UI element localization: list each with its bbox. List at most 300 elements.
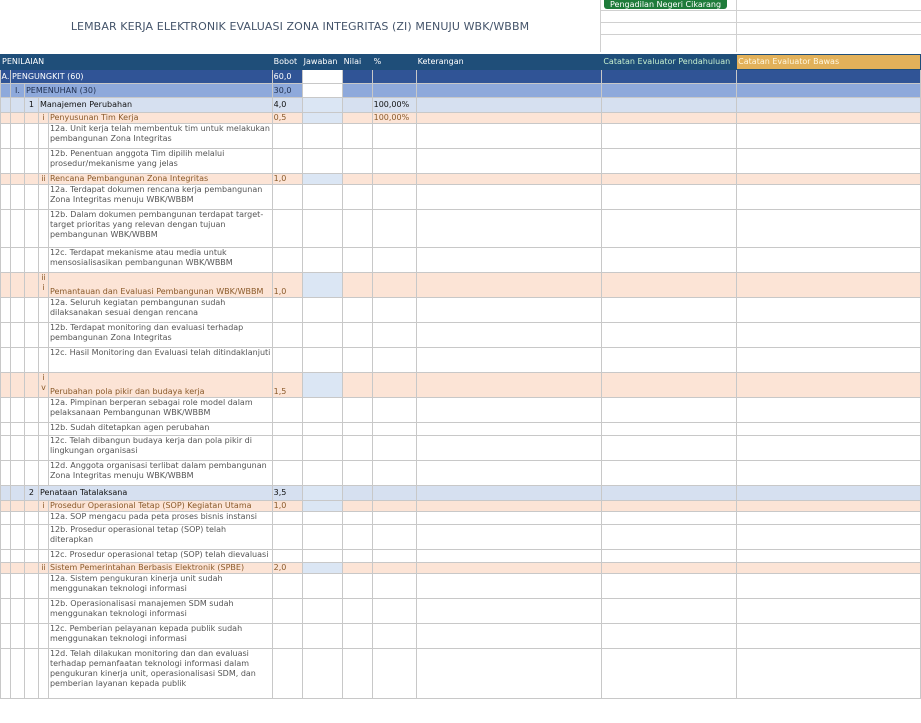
nilai-cell[interactable] [342, 574, 372, 599]
keterangan-cell[interactable] [416, 461, 602, 486]
catatan-bawas-cell[interactable] [737, 348, 921, 373]
indent-cell [1, 84, 11, 98]
catatan-pendahuluan-cell[interactable] [602, 124, 737, 149]
indent-cell [1, 563, 11, 574]
catatan-bawas-cell[interactable] [737, 248, 921, 273]
nilai-cell[interactable] [342, 113, 372, 124]
criteria-row [1, 210, 921, 248]
indent-cell [24, 649, 38, 699]
keterangan-cell[interactable] [416, 423, 602, 436]
nilai-cell[interactable] [342, 84, 372, 98]
nilai-cell[interactable] [342, 563, 372, 574]
nilai-cell[interactable] [342, 423, 372, 436]
indent-cell [38, 210, 48, 248]
keterangan-cell[interactable] [416, 563, 602, 574]
catatan-bawas-cell[interactable] [737, 210, 921, 248]
catatan-pendahuluan-cell[interactable] [602, 185, 737, 210]
keterangan-cell[interactable] [416, 185, 602, 210]
indent-cell [10, 461, 24, 486]
nilai-cell[interactable] [342, 486, 372, 501]
bobot-cell[interactable]: 30,0 [272, 84, 302, 98]
catatan-pendahuluan-cell[interactable] [602, 512, 737, 525]
bobot-cell[interactable] [272, 461, 302, 486]
bobot-cell[interactable]: 4,0 [272, 98, 302, 113]
indent-cell [1, 210, 11, 248]
catatan-bawas-cell[interactable] [737, 486, 921, 501]
catatan-pendahuluan-cell[interactable] [602, 563, 737, 574]
criteria-row [1, 323, 921, 348]
persen-cell[interactable] [372, 550, 416, 563]
jawaban-cell[interactable] [302, 649, 342, 699]
nilai-cell[interactable] [342, 174, 372, 185]
keterangan-cell[interactable] [416, 273, 602, 298]
jawaban-cell[interactable] [302, 248, 342, 273]
sub-row [1, 174, 921, 185]
persen-cell[interactable] [372, 185, 416, 210]
catatan-pendahuluan-cell[interactable] [602, 501, 737, 512]
bobot-cell[interactable] [272, 599, 302, 624]
sub-number: ii [38, 563, 48, 574]
jawaban-cell[interactable] [302, 525, 342, 550]
col-header-penilaian[interactable]: PENILAIAN [1, 55, 273, 70]
nilai-cell[interactable] [342, 550, 372, 563]
persen-cell[interactable] [372, 373, 416, 398]
criteria-row [1, 574, 921, 599]
catatan-pendahuluan-cell[interactable] [602, 98, 737, 113]
jawaban-cell[interactable] [302, 436, 342, 461]
criteria-row [1, 461, 921, 486]
bobot-cell[interactable] [272, 624, 302, 649]
sub-label: Perubahan pola pikir dan budaya kerja [48, 373, 272, 398]
catatan-pendahuluan-cell[interactable] [602, 323, 737, 348]
col-header-bobot[interactable]: Bobot [272, 55, 302, 70]
area-number: 2 [24, 486, 38, 501]
section-code: I. [10, 84, 24, 98]
jawaban-cell[interactable] [302, 423, 342, 436]
keterangan-cell[interactable] [416, 113, 602, 124]
catatan-bawas-cell[interactable] [737, 373, 921, 398]
persen-cell[interactable] [372, 649, 416, 699]
jawaban-cell[interactable] [302, 501, 342, 512]
indent-cell [10, 599, 24, 624]
jawaban-cell[interactable] [302, 84, 342, 98]
criteria-row [1, 436, 921, 461]
catatan-bawas-cell[interactable] [737, 512, 921, 525]
catatan-pendahuluan-cell[interactable] [602, 174, 737, 185]
criteria-row [1, 124, 921, 149]
persen-cell[interactable]: 100,00% [372, 98, 416, 113]
persen-cell[interactable]: 100,00% [372, 113, 416, 124]
keterangan-cell[interactable] [416, 149, 602, 174]
nilai-cell[interactable] [342, 124, 372, 149]
indent-cell [10, 423, 24, 436]
persen-cell[interactable] [372, 423, 416, 436]
indent-cell [1, 525, 11, 550]
criteria-row [1, 512, 921, 525]
persen-cell[interactable] [372, 599, 416, 624]
bobot-cell[interactable] [272, 298, 302, 323]
keterangan-cell[interactable] [416, 98, 602, 113]
catatan-bawas-cell[interactable] [737, 298, 921, 323]
bobot-cell[interactable] [272, 185, 302, 210]
jawaban-cell[interactable] [302, 70, 342, 84]
indent-cell [24, 124, 38, 149]
catatan-bawas-cell[interactable] [737, 550, 921, 563]
jawaban-cell[interactable] [302, 486, 342, 501]
nilai-cell[interactable] [342, 398, 372, 423]
catatan-bawas-cell[interactable] [737, 113, 921, 124]
indent-cell [1, 348, 11, 373]
keterangan-cell[interactable] [416, 501, 602, 512]
persen-cell[interactable] [372, 174, 416, 185]
bobot-cell[interactable] [272, 423, 302, 436]
sub-row [1, 113, 921, 124]
criteria-text: 12c. Hasil Monitoring dan Evaluasi telah ditindaklanjuti [48, 348, 272, 373]
nilai-cell[interactable] [342, 599, 372, 624]
sub-row [1, 373, 921, 398]
persen-cell[interactable] [372, 273, 416, 298]
catatan-bawas-cell[interactable] [737, 525, 921, 550]
jawaban-cell[interactable] [302, 124, 342, 149]
catatan-pendahuluan-cell[interactable] [602, 113, 737, 124]
keterangan-cell[interactable] [416, 574, 602, 599]
nilai-cell[interactable] [342, 624, 372, 649]
persen-cell[interactable] [372, 563, 416, 574]
jawaban-cell[interactable] [302, 273, 342, 298]
keterangan-cell[interactable] [416, 512, 602, 525]
nilai-cell[interactable] [342, 210, 372, 248]
indent-cell [38, 248, 48, 273]
indent-cell [24, 348, 38, 373]
nilai-cell[interactable] [342, 373, 372, 398]
catatan-pendahuluan-cell[interactable] [602, 248, 737, 273]
persen-cell[interactable] [372, 248, 416, 273]
catatan-pendahuluan-cell[interactable] [602, 84, 737, 98]
catatan-pendahuluan-cell[interactable] [602, 486, 737, 501]
indent-cell [10, 550, 24, 563]
jawaban-cell[interactable] [302, 174, 342, 185]
nilai-cell[interactable] [342, 525, 372, 550]
nilai-cell[interactable] [342, 436, 372, 461]
keterangan-cell[interactable] [416, 70, 602, 84]
sub-number: ii i [38, 273, 48, 298]
catatan-bawas-cell[interactable] [737, 461, 921, 486]
bobot-cell[interactable]: 0,5 [272, 113, 302, 124]
keterangan-cell[interactable] [416, 174, 602, 185]
keterangan-cell[interactable] [416, 398, 602, 423]
nilai-cell[interactable] [342, 512, 372, 525]
bobot-cell[interactable] [272, 124, 302, 149]
jawaban-cell[interactable] [302, 624, 342, 649]
criteria-text: 12a. Sistem pengukuran kinerja unit sudah menggunakan teknologi informasi [48, 574, 272, 599]
catatan-pendahuluan-cell[interactable] [602, 649, 737, 699]
indent-cell [10, 323, 24, 348]
bobot-cell[interactable] [272, 398, 302, 423]
persen-cell[interactable] [372, 298, 416, 323]
catatan-bawas-cell[interactable] [737, 70, 921, 84]
nilai-cell[interactable] [342, 501, 372, 512]
persen-cell[interactable] [372, 501, 416, 512]
indent-cell [38, 512, 48, 525]
persen-cell[interactable] [372, 436, 416, 461]
indent-cell [24, 461, 38, 486]
indent-cell [1, 113, 11, 124]
indent-cell [1, 398, 11, 423]
jawaban-cell[interactable] [302, 461, 342, 486]
catatan-pendahuluan-cell[interactable] [602, 273, 737, 298]
catatan-pendahuluan-cell[interactable] [602, 624, 737, 649]
persen-cell[interactable] [372, 398, 416, 423]
criteria-text: 12b. Penentuan anggota Tim dipilih melalui prosedur/mekanisme yang jelas [48, 149, 272, 174]
persen-cell[interactable] [372, 574, 416, 599]
indent-cell [24, 210, 38, 248]
jawaban-cell[interactable] [302, 512, 342, 525]
keterangan-cell[interactable] [416, 124, 602, 149]
jawaban-cell[interactable] [302, 113, 342, 124]
catatan-bawas-cell[interactable] [737, 649, 921, 699]
indent-cell [10, 525, 24, 550]
jawaban-cell[interactable] [302, 398, 342, 423]
keterangan-cell[interactable] [416, 436, 602, 461]
criteria-text: 12a. Pimpinan berperan sebagai role model dalam pelaksanaan Pembangunan WBK/WBBM [48, 398, 272, 423]
bobot-cell[interactable] [272, 574, 302, 599]
bobot-cell[interactable]: 1,5 [272, 373, 302, 398]
jawaban-cell[interactable] [302, 185, 342, 210]
persen-cell[interactable] [372, 512, 416, 525]
secI-row [1, 84, 921, 98]
criteria-text: 12a. Unit kerja telah membentuk tim untuk melakukan pembangunan Zona Integritas [48, 124, 272, 149]
catatan-pendahuluan-cell[interactable] [602, 210, 737, 248]
indent-cell [10, 501, 24, 512]
bobot-cell[interactable] [272, 649, 302, 699]
catatan-pendahuluan-cell[interactable] [602, 70, 737, 84]
col-header-persen[interactable]: % [372, 55, 416, 70]
keterangan-cell[interactable] [416, 550, 602, 563]
nilai-cell[interactable] [342, 461, 372, 486]
indent-cell [10, 248, 24, 273]
area-number: 1 [24, 98, 38, 113]
keterangan-cell[interactable] [416, 348, 602, 373]
catatan-bawas-cell[interactable] [737, 563, 921, 574]
col-header-catatan-bawas[interactable]: Catatan Evaluator Bawas [737, 55, 921, 70]
indent-cell [10, 574, 24, 599]
catatan-pendahuluan-cell[interactable] [602, 298, 737, 323]
jawaban-cell[interactable] [302, 210, 342, 248]
catatan-bawas-cell[interactable] [737, 98, 921, 113]
persen-cell[interactable] [372, 624, 416, 649]
col-header-catatan-pendahuluan[interactable]: Catatan Evaluator Pendahuluan [602, 55, 737, 70]
keterangan-cell[interactable] [416, 298, 602, 323]
catatan-bawas-cell[interactable] [737, 174, 921, 185]
col-header-keterangan[interactable]: Keterangan [416, 55, 602, 70]
unit-badge: Pengadilan Negeri Cikarang [604, 0, 727, 9]
catatan-bawas-cell[interactable] [737, 84, 921, 98]
sub-row [1, 501, 921, 512]
jawaban-cell[interactable] [302, 348, 342, 373]
indent-cell [10, 649, 24, 699]
indent-cell [1, 248, 11, 273]
bobot-cell[interactable]: 3,5 [272, 486, 302, 501]
indent-cell [24, 298, 38, 323]
indent-cell [1, 486, 11, 501]
jawaban-cell[interactable] [302, 599, 342, 624]
catatan-bawas-cell[interactable] [737, 273, 921, 298]
bobot-cell[interactable] [272, 149, 302, 174]
jawaban-cell[interactable] [302, 323, 342, 348]
indent-cell [1, 649, 11, 699]
indent-cell [38, 149, 48, 174]
sub-label: Rencana Pembangunan Zona Integritas [48, 174, 272, 185]
catatan-pendahuluan-cell[interactable] [602, 550, 737, 563]
catatan-pendahuluan-cell[interactable] [602, 373, 737, 398]
col-header-nilai[interactable]: Nilai [342, 55, 372, 70]
indent-cell [38, 461, 48, 486]
indent-cell [24, 624, 38, 649]
indent-cell [10, 149, 24, 174]
jawaban-cell[interactable] [302, 98, 342, 113]
bobot-cell[interactable] [272, 210, 302, 248]
catatan-pendahuluan-cell[interactable] [602, 149, 737, 174]
catatan-pendahuluan-cell[interactable] [602, 398, 737, 423]
persen-cell[interactable] [372, 486, 416, 501]
criteria-row [1, 298, 921, 323]
keterangan-cell[interactable] [416, 323, 602, 348]
indent-cell [24, 323, 38, 348]
catatan-pendahuluan-cell[interactable] [602, 525, 737, 550]
indent-cell [38, 348, 48, 373]
sub-row [1, 273, 921, 298]
catatan-bawas-cell[interactable] [737, 398, 921, 423]
criteria-text: 12c. Prosedur operasional tetap (SOP) telah dievaluasi [48, 550, 272, 563]
persen-cell[interactable] [372, 70, 416, 84]
indent-cell [1, 373, 11, 398]
bobot-cell[interactable] [272, 348, 302, 373]
keterangan-cell[interactable] [416, 525, 602, 550]
area-row [1, 486, 921, 501]
catatan-bawas-cell[interactable] [737, 501, 921, 512]
jawaban-cell[interactable] [302, 298, 342, 323]
indent-cell [10, 486, 24, 501]
nilai-cell[interactable] [342, 70, 372, 84]
jawaban-cell[interactable] [302, 563, 342, 574]
indent-cell [1, 461, 11, 486]
indent-cell [24, 574, 38, 599]
catatan-pendahuluan-cell[interactable] [602, 436, 737, 461]
keterangan-cell[interactable] [416, 486, 602, 501]
bobot-cell[interactable] [272, 323, 302, 348]
catatan-bawas-cell[interactable] [737, 624, 921, 649]
indent-cell [38, 398, 48, 423]
sub-label: Sistem Pemerintahan Berbasis Elektronik (SPBE) [48, 563, 272, 574]
indent-cell [1, 624, 11, 649]
bobot-cell[interactable] [272, 512, 302, 525]
jawaban-cell[interactable] [302, 149, 342, 174]
catatan-pendahuluan-cell[interactable] [602, 599, 737, 624]
catatan-bawas-cell[interactable] [737, 124, 921, 149]
indent-cell [10, 298, 24, 323]
jawaban-cell[interactable] [302, 574, 342, 599]
indent-cell [1, 550, 11, 563]
nilai-cell[interactable] [342, 149, 372, 174]
persen-cell[interactable] [372, 149, 416, 174]
catatan-bawas-cell[interactable] [737, 436, 921, 461]
keterangan-cell[interactable] [416, 84, 602, 98]
sub-label: Prosedur Operasional Tetap (SOP) Kegiatan Utama [48, 501, 272, 512]
nilai-cell[interactable] [342, 98, 372, 113]
indent-cell [24, 185, 38, 210]
catatan-bawas-cell[interactable] [737, 574, 921, 599]
nilai-cell[interactable] [342, 248, 372, 273]
catatan-bawas-cell[interactable] [737, 323, 921, 348]
bobot-cell[interactable]: 1,0 [272, 273, 302, 298]
catatan-pendahuluan-cell[interactable] [602, 574, 737, 599]
catatan-pendahuluan-cell[interactable] [602, 348, 737, 373]
keterangan-cell[interactable] [416, 210, 602, 248]
indent-cell [10, 210, 24, 248]
nilai-cell[interactable] [342, 185, 372, 210]
bobot-cell[interactable] [272, 436, 302, 461]
catatan-bawas-cell[interactable] [737, 149, 921, 174]
bobot-cell[interactable]: 1,0 [272, 174, 302, 185]
catatan-bawas-cell[interactable] [737, 185, 921, 210]
indent-cell [1, 149, 11, 174]
persen-cell[interactable] [372, 210, 416, 248]
keterangan-cell[interactable] [416, 649, 602, 699]
bobot-cell[interactable]: 1,0 [272, 501, 302, 512]
persen-cell[interactable] [372, 84, 416, 98]
keterangan-cell[interactable] [416, 248, 602, 273]
bobot-cell[interactable]: 60,0 [272, 70, 302, 84]
persen-cell[interactable] [372, 124, 416, 149]
indent-cell [38, 574, 48, 599]
jawaban-cell[interactable] [302, 550, 342, 563]
criteria-row [1, 423, 921, 436]
persen-cell[interactable] [372, 525, 416, 550]
catatan-pendahuluan-cell[interactable] [602, 423, 737, 436]
nilai-cell[interactable] [342, 348, 372, 373]
indent-cell [1, 124, 11, 149]
nilai-cell[interactable] [342, 323, 372, 348]
section-label: PENGUNGKIT (60) [10, 70, 272, 84]
section-code: A. [1, 70, 11, 84]
indent-cell [38, 423, 48, 436]
keterangan-cell[interactable] [416, 373, 602, 398]
bobot-cell[interactable] [272, 550, 302, 563]
nilai-cell[interactable] [342, 273, 372, 298]
catatan-bawas-cell[interactable] [737, 423, 921, 436]
nilai-cell[interactable] [342, 298, 372, 323]
catatan-bawas-cell[interactable] [737, 599, 921, 624]
col-header-jawaban[interactable]: Jawaban [302, 55, 342, 70]
indent-cell [10, 113, 24, 124]
sub-number: i [38, 113, 48, 124]
persen-cell[interactable] [372, 323, 416, 348]
indent-cell [1, 273, 11, 298]
persen-cell[interactable] [372, 461, 416, 486]
keterangan-cell[interactable] [416, 599, 602, 624]
bobot-cell[interactable] [272, 248, 302, 273]
catatan-pendahuluan-cell[interactable] [602, 461, 737, 486]
criteria-row [1, 649, 921, 699]
jawaban-cell[interactable] [302, 373, 342, 398]
indent-cell [1, 501, 11, 512]
bobot-cell[interactable] [272, 525, 302, 550]
keterangan-cell[interactable] [416, 624, 602, 649]
nilai-cell[interactable] [342, 649, 372, 699]
persen-cell[interactable] [372, 348, 416, 373]
bobot-cell[interactable]: 2,0 [272, 563, 302, 574]
indent-cell [1, 98, 11, 113]
